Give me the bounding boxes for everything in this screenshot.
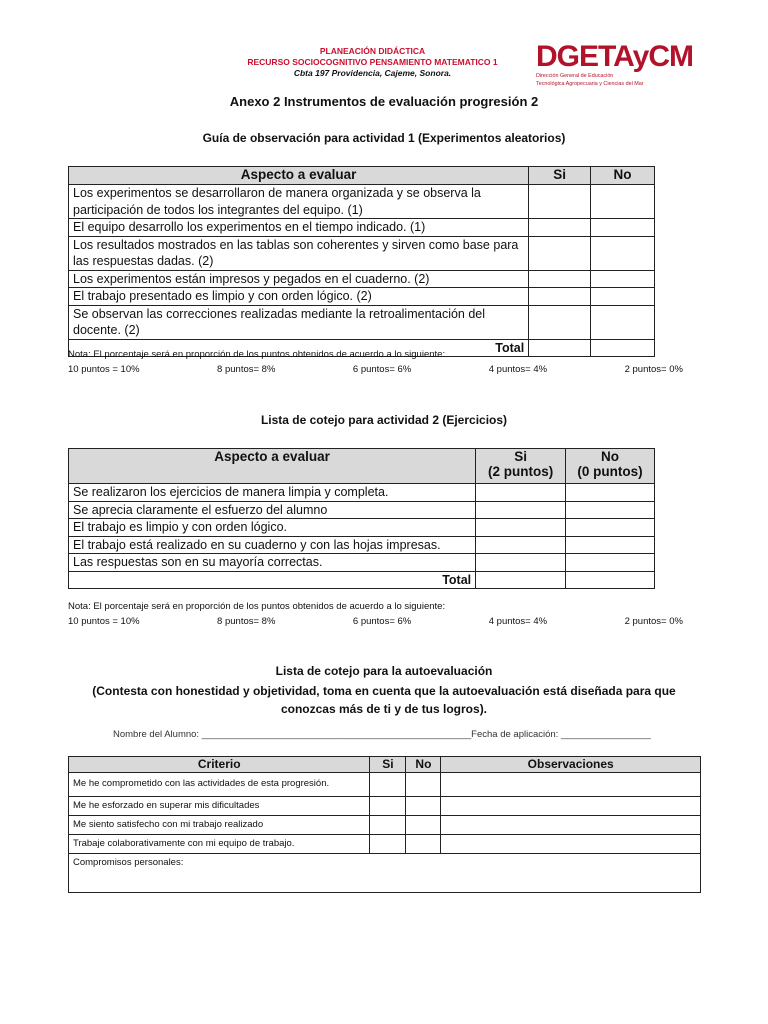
table-row [69,554,655,572]
si-cell[interactable] [476,536,566,554]
checklist-table [68,448,655,589]
no-cell[interactable] [591,185,655,219]
table-row [69,185,655,219]
scale-item: 8 puntos= 8% [217,616,276,627]
aspect-text: El trabajo es limpio y con orden lógico. [69,519,476,537]
table-row [69,501,655,519]
scale-item: 2 puntos= 0% [624,364,683,375]
table-header-row [69,757,701,773]
si-cell[interactable] [476,484,566,502]
total-si-cell[interactable] [529,339,591,357]
si-cell[interactable] [529,305,591,339]
table-row [69,270,655,288]
header-no-label: No [601,449,620,464]
header-aspect: Aspecto a evaluar [69,449,476,484]
header-si-points: (2 puntos) [487,464,554,479]
no-cell[interactable] [566,519,655,537]
self-evaluation-table [68,756,701,893]
scale-item: 4 puntos= 4% [488,364,548,375]
aspect-text: El trabajo presentado es limpio y con orden lógico. (2) [69,288,529,306]
header-no [566,449,655,484]
no-cell[interactable] [591,305,655,339]
header-si: Si [529,167,591,185]
si-cell[interactable] [370,816,406,835]
observaciones-cell[interactable] [441,773,701,797]
aspect-text: Los experimentos se desarrollaron de manera organizada y se observa la participación de todos los integrantes del equipo. (1) [69,185,529,219]
header-si: Si [370,757,406,773]
dgetaycm-logo [536,42,706,87]
section1-title: Guía de observación para actividad 1 (Experimentos aleatorios) [202,131,566,145]
aspect-text: Las respuestas son en su mayoría correctas. [69,554,476,572]
aspect-text: Se realizaron los ejercicios de manera limpia y completa. [69,484,476,502]
total-label: Total [69,571,476,589]
scale-item: 8 puntos= 8% [217,364,276,375]
criterio-text: Me he comprometido con las actividades de esta progresión. [69,773,370,797]
si-cell[interactable] [529,185,591,219]
header-criterio: Criterio [69,757,370,773]
table-row [69,773,701,797]
table-row [69,797,701,816]
observaciones-cell[interactable] [441,816,701,835]
no-cell[interactable] [566,484,655,502]
si-cell[interactable] [370,797,406,816]
header-si [476,449,566,484]
total-no-cell[interactable] [566,571,655,589]
si-cell[interactable] [529,270,591,288]
table-row [69,519,655,537]
scale-item: 6 puntos= 6% [352,364,412,375]
table-header-row [69,449,655,484]
scale-item: 2 puntos= 0% [624,616,683,627]
no-cell[interactable] [406,773,441,797]
table-row [69,835,701,854]
aspect-text: El equipo desarrollo los experimentos en el tiempo indicado. (1) [69,219,529,237]
commitments-row [69,854,701,893]
si-cell[interactable] [476,501,566,519]
si-cell[interactable] [476,554,566,572]
table-row [69,219,655,237]
si-cell[interactable] [529,236,591,270]
header-aspect: Aspecto a evaluar [69,167,529,185]
criterio-text: Me siento satisfecho con mi trabajo realizado [69,816,370,835]
aspect-text: Los resultados mostrados en las tablas son coherentes y sirven como base para las respuestas dadas. (2) [69,236,529,270]
section2-title: Lista de cotejo para actividad 2 (Ejercicios) [260,413,508,427]
student-info-line: Nombre del Alumno: ___________________________________________________Fecha de aplicación: _________________ [113,729,651,740]
scale-item: 10 puntos = 10% [68,616,140,627]
aspect-text: Se aprecia claramente el esfuerzo del alumno [69,501,476,519]
header-no: No [406,757,441,773]
table-row [69,816,701,835]
scale-item: 4 puntos= 4% [488,616,548,627]
commitments-field[interactable]: Compromisos personales: [69,854,701,893]
si-cell[interactable] [529,288,591,306]
no-cell[interactable] [566,501,655,519]
logo-subtitle-1: Dirección General de Educación [536,73,614,79]
scale-item: 10 puntos = 10% [68,364,140,375]
points-scale [68,364,683,375]
aspect-text: Los experimentos están impresos y pegados en el cuaderno. (2) [69,270,529,288]
main-title: Anexo 2 Instrumentos de evaluación progresión 2 [229,94,539,109]
no-cell[interactable] [566,536,655,554]
no-cell[interactable] [406,835,441,854]
observaciones-cell[interactable] [441,797,701,816]
scale-item: 6 puntos= 6% [352,616,412,627]
criterio-text: Me he esforzado en superar mis dificultades [69,797,370,816]
table-row [69,536,655,554]
si-cell[interactable] [529,219,591,237]
header-no-points: (0 puntos) [577,464,643,479]
observation-guide-table [68,166,655,357]
table-row [69,236,655,270]
header-subtitle: RECURSO SOCIOCOGNITIVO PENSAMIENTO MATEMATICO 1 [247,57,498,67]
section3-title: Lista de cotejo para la autoevaluación [275,664,493,678]
aspect-text: El trabajo está realizado en su cuaderno y con las hojas impresas. [69,536,476,554]
no-cell[interactable] [566,554,655,572]
section3-instruction: (Contesta con honestidad y objetividad, toma en cuenta que la autoevaluación está diseñada para que conozcas más de ti y de tus logros). [92,684,676,716]
total-label: Total [69,339,529,357]
logo-text: DGETAyCM [536,40,693,73]
table-row [69,305,655,339]
header-title: PLANEACIÓN DIDÁCTICA [319,46,426,56]
no-cell[interactable] [406,797,441,816]
no-cell[interactable] [591,288,655,306]
observaciones-cell[interactable] [441,835,701,854]
document-header [200,46,545,79]
header-no: No [591,167,655,185]
header-si-label: Si [514,449,527,464]
no-cell[interactable] [591,219,655,237]
total-row [69,571,655,589]
table-row [69,484,655,502]
header-observaciones: Observaciones [441,757,701,773]
header-location: Cbta 197 Providencia, Cajeme, Sonora. [293,68,452,78]
no-cell[interactable] [406,816,441,835]
si-cell[interactable] [476,519,566,537]
table-row [69,288,655,306]
criterio-text: Trabaje colaborativamente con mi equipo de trabajo. [69,835,370,854]
points-note: Nota: El porcentaje será en proporción de los puntos obtenidos de acuerdo a lo siguiente: [68,349,446,360]
points-note-2: Nota: El porcentaje será en proporción de los puntos obtenidos de acuerdo a lo siguiente: [68,601,446,612]
si-cell[interactable] [370,835,406,854]
points-scale-2 [68,616,683,627]
no-cell[interactable] [591,270,655,288]
no-cell[interactable] [591,236,655,270]
aspect-text: Se observan las correcciones realizadas mediante la retroalimentación del docente. (2) [69,305,529,339]
si-cell[interactable] [370,773,406,797]
total-no-cell[interactable] [591,339,655,357]
total-si-cell[interactable] [476,571,566,589]
logo-subtitle-2: Tecnológica Agropecuaria y Ciencias del Mar [536,80,644,87]
table-header-row [69,167,655,185]
